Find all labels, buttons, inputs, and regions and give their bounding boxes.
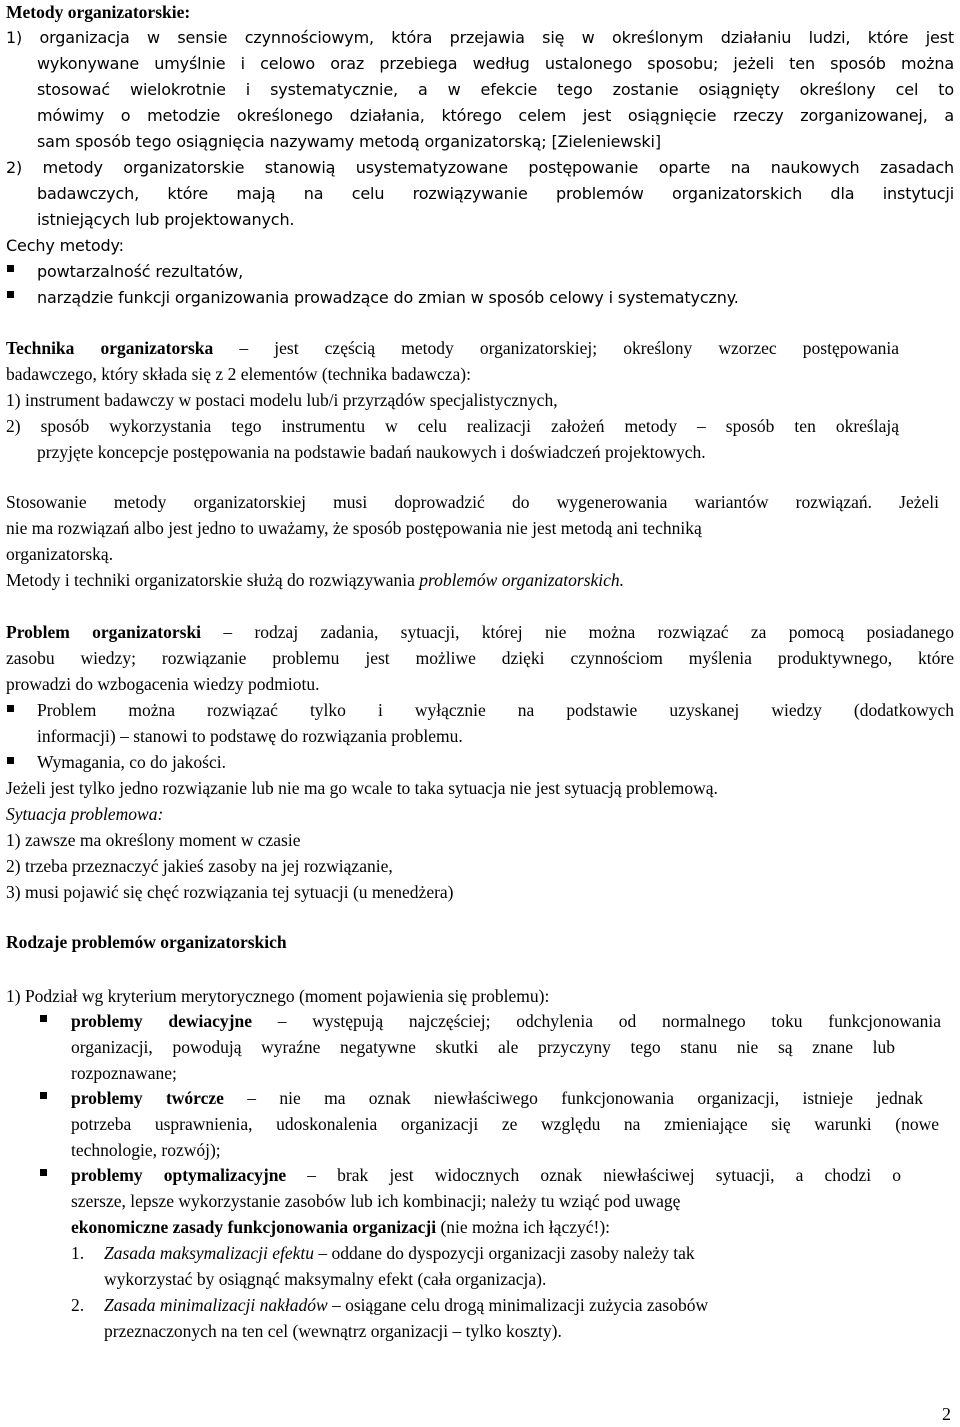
tworcze-line3: technologie, rozwój); — [71, 1140, 221, 1160]
zasada-2-line2: przeznaczonych na ten cel (wewnątrz organizacji – tylko koszty). — [104, 1321, 562, 1341]
stosowanie-line2: nie ma rozwiązań albo jest jedno to uważamy, że sposób postępowania nie jest metodą ani techniką — [6, 518, 702, 538]
optymalizacyjne-line3 — [71, 1214, 610, 1240]
technika-line1-text: – jest częścią metody organizatorskiej; określony wzorzec postępowania — [213, 338, 900, 358]
technika-line4: 2) sposób wykorzystania tego instrumentu w celu realizacji założeń metody – sposób ten określają — [6, 416, 899, 436]
zasada-1-term: Zasada maksymalizacji efektu — [104, 1243, 314, 1263]
dewiacyjne-line1 — [71, 1008, 941, 1034]
technika-line1 — [6, 335, 899, 361]
metody-p1-line3: stosować wielokrotnie i systematycznie, a w efekcie tego zostanie osiągnięty określony cel to — [37, 80, 954, 99]
tworcze-term: problemy twórcze — [71, 1088, 224, 1108]
problem-line1 — [6, 619, 954, 645]
ekonomiczne-zasady: ekonomiczne zasady funkcjonowania organizacji — [71, 1217, 437, 1237]
problem-term: Problem organizatorski — [6, 622, 202, 642]
dewiacyjne-line2: organizacji, powodują wyraźne negatywne skutki ale przyczyny tego stanu nie są znane lub — [71, 1037, 895, 1057]
metody-p2-line3: istniejących lub projektowanych. — [37, 210, 295, 229]
optymalizacyjne-term: problemy optymalizacyjne — [71, 1165, 287, 1185]
zasada-2-number: 2. — [71, 1295, 85, 1315]
problem-bullet1-line2: informacji) – stanowi to podstawę do rozwiązania problemu. — [37, 726, 463, 746]
technika-line3: 1) instrument badawczy w postaci modelu lub/i przyrządów specjalistycznych, — [6, 390, 558, 410]
bullet-square-icon — [7, 757, 14, 764]
stosowanie-line4-italic: problemów organizatorskich. — [419, 570, 625, 590]
problem-line4: Jeżeli jest tylko jedno rozwiązanie lub nie ma go wcale to taka sytuacja nie jest sytuacją problemową. — [6, 778, 718, 798]
tworcze-line2: potrzeba usprawnienia, udoskonalenia organizacji ze względu na zmieniające się warunki (nowe — [71, 1114, 939, 1134]
metody-p1-line1: 1) organizacja w sensie czynnościowym, która przejawia się w określonym działaniu ludzi, które jest — [6, 28, 954, 47]
cechy-item-2: narządzie funkcji organizowania prowadzące do zmian w sposób celowy i systematyczny. — [37, 288, 739, 307]
problem-line3: prowadzi do wzbogacenia wiedzy podmiotu. — [6, 674, 320, 694]
zasada-1-number: 1. — [71, 1243, 85, 1263]
zasada-2-term: Zasada minimalizacji nakładów — [104, 1295, 328, 1315]
rodzaje-line1: 1) Podział wg kryterium merytorycznego (moment pojawienia się problemu): — [6, 986, 550, 1006]
section-title-rodzaje: Rodzaje problemów organizatorskich — [6, 932, 287, 952]
sytuacja-item-3: 3) musi pojawić się chęć rozwiązania tej sytuacji (u menedżera) — [6, 882, 454, 902]
zasada-1-line1-text: – oddane do dyspozycji organizacji zasoby należy tak — [313, 1243, 695, 1263]
tworcze-line1-text: – nie ma oznak niewłaściwego funkcjonowania organizacji, istnieje jednak — [223, 1088, 923, 1108]
bullet-square-icon — [40, 1092, 47, 1099]
dewiacyjne-line1-text: – występują najczęściej; odchylenia od normalnego toku funkcjonowania — [251, 1011, 941, 1031]
bullet-square-icon — [7, 291, 14, 298]
dewiacyjne-term: problemy dewiacyjne — [71, 1011, 252, 1031]
page-number: 2 — [942, 1404, 951, 1424]
bullet-square-icon — [7, 705, 14, 712]
tworcze-line1 — [71, 1085, 923, 1111]
problem-line1-text: – rodzaj zadania, sytuacji, której nie można rozwiązać za pomocą posiadanego — [201, 622, 954, 642]
zasada-1-line1 — [104, 1240, 695, 1266]
bullet-square-icon — [7, 265, 14, 272]
stosowanie-line1: Stosowanie metody organizatorskiej musi doprowadzić do wygenerowania wariantów rozwiązań. Jeżeli — [6, 492, 939, 512]
bullet-square-icon — [40, 1169, 47, 1176]
optymalizacyjne-line1-text: – brak jest widocznych oznak niewłaściwej sytuacji, a chodzi o — [286, 1165, 901, 1185]
problem-bullet1-line1: Problem można rozwiązać tylko i wyłącznie na podstawie uzyskanej wiedzy (dodatkowych — [37, 700, 954, 720]
stosowanie-line3: organizatorską. — [6, 544, 114, 564]
zasada-1-line2: wykorzystać by osiągnąć maksymalny efekt (cała organizacja). — [104, 1269, 547, 1289]
metody-p1-line5: sam sposób tego osiągnięcia nazywamy metodą organizatorską; [Zieleniewski] — [37, 132, 661, 151]
stosowanie-line4-text: Metody i techniki organizatorskie służą do rozwiązywania — [6, 570, 420, 590]
metody-p2-line2: badawczych, które mają na celu rozwiązywanie problemów organizatorskich dla instytucji — [37, 184, 954, 203]
metody-p2-line1: 2) metody organizatorskie stanowią usystematyzowane postępowanie oparte na naukowych zasadach — [6, 158, 954, 177]
sytuacja-label: Sytuacja problemowa: — [6, 804, 164, 824]
problem-line2: zasobu wiedzy; rozwiązanie problemu jest możliwe dzięki czynnościom myślenia produktywnego, które — [6, 648, 954, 668]
zasada-2-line1 — [104, 1292, 708, 1318]
problem-bullet2: Wymagania, co do jakości. — [37, 752, 226, 772]
metody-p1-line4: mówimy o metodzie określonego działania, którego celem jest osiągnięcie rzeczy zorganizowanej, a — [37, 106, 954, 125]
technika-term: Technika organizatorska — [6, 338, 214, 358]
dewiacyjne-line3: rozpoznawane; — [71, 1063, 177, 1083]
technika-line5: przyjęte koncepcje postępowania na podstawie badań naukowych i doświadczeń projektowych. — [37, 442, 706, 462]
optymalizacyjne-line2: szersze, lepsze wykorzystanie zasobów lub ich kombinacji; należy tu wziąć pod uwagę — [71, 1191, 681, 1211]
sytuacja-item-1: 1) zawsze ma określony moment w czasie — [6, 830, 301, 850]
cechy-item-1: powtarzalność rezultatów, — [37, 262, 244, 281]
metody-p1-line2: wykonywane umyślnie i celowo oraz przebiega według ustalonego sposobu; jeżeli ten sposób można — [37, 54, 954, 73]
section-title-metody: Metody organizatorskie: — [6, 2, 191, 22]
technika-line2: badawczego, który składa się z 2 elementów (technika badawcza): — [6, 364, 471, 384]
stosowanie-line4 — [6, 567, 624, 593]
sytuacja-item-2: 2) trzeba przeznaczyć jakieś zasoby na jej rozwiązanie, — [6, 856, 393, 876]
bullet-square-icon — [40, 1015, 47, 1022]
zasada-2-line1-text: – osiągane celu drogą minimalizacji zużycia zasobów — [327, 1295, 709, 1315]
optymalizacyjne-line3-text: (nie można ich łączyć!): — [436, 1217, 611, 1237]
optymalizacyjne-line1 — [71, 1162, 901, 1188]
cechy-label: Cechy metody: — [6, 236, 124, 255]
